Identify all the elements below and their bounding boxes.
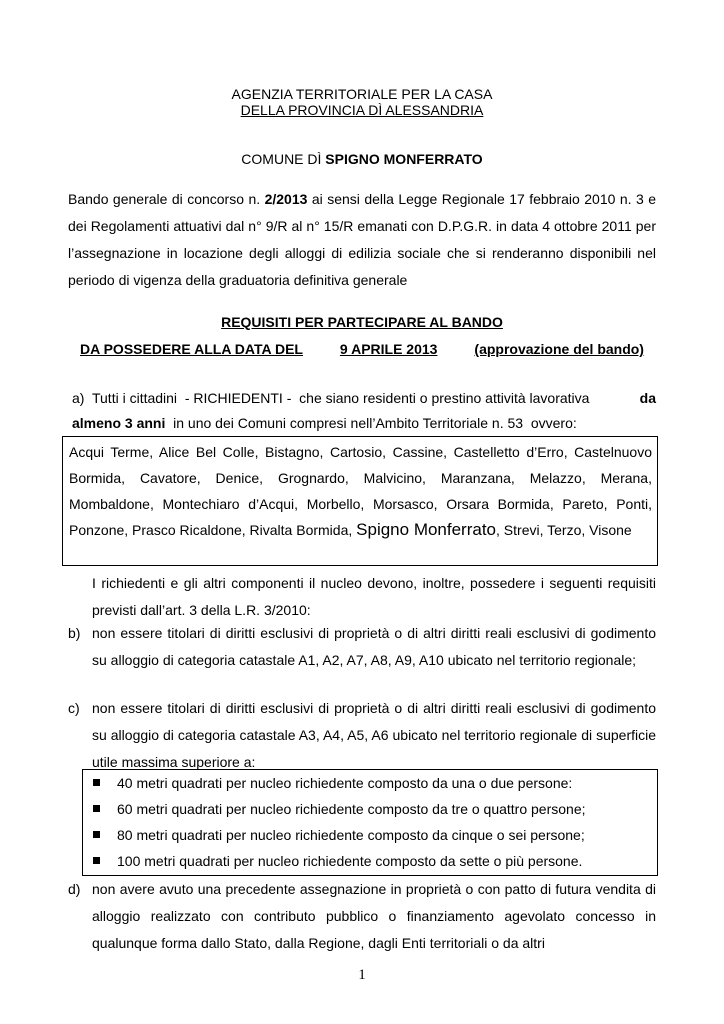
square-bullet-icon (93, 779, 100, 786)
agency-title: AGENZIA TERRITORIALE PER LA CASA (231, 86, 493, 102)
section-b-label: b) (68, 625, 81, 641)
section-a-text-1: Tutti i cittadini - RICHIEDENTI - che siano residenti o prestino attività lavorativa (84, 390, 598, 406)
section-a-text-2: in uno dei Comuni compresi nell’Ambito Territoriale n. 53 ovvero: (165, 415, 577, 431)
list-item (89, 796, 651, 822)
requisiti-subtitle (80, 341, 644, 357)
page-number: 1 (358, 967, 366, 983)
section-b-text: non essere titolari di diritti esclusivi di proprietà o di altri diritti reali esclusivi di godimento su alloggio di categoria catastale A1, A2, A7, A8, A9, A10 ubicato nel territorio regionale; (92, 625, 656, 668)
surface-list (89, 770, 651, 874)
bando-text-1: Bando generale di concorso n. (68, 191, 265, 207)
list-item (89, 848, 651, 874)
list-item (89, 770, 651, 796)
section-d-label: d) (68, 881, 81, 897)
requisiti-approval: (approvazione del bando) (474, 341, 644, 357)
requisiti-title: REQUISITI PER PARTECIPARE AL BANDO (221, 314, 503, 330)
section-c-text: non essere titolari di diritti esclusivi di proprietà o di altri diritti reali esclusivi di godimento su alloggio di categoria catastale A3, A4, A5, A6 ubicato nel territorio regionale di superficie utile massima superiore a: (92, 700, 656, 770)
surface-item-text: 80 metri quadrati per nucleo richiedente composto da cinque o sei persone; (117, 827, 585, 843)
section-a-bold-2: almeno 3 anni (72, 415, 166, 431)
section-b (68, 620, 656, 674)
comune-heading (0, 151, 724, 167)
square-bullet-icon (93, 831, 100, 838)
comuni-list-before: Acqui Terme, Alice Bel Colle, Bistagno, Cartosio, Cassine, Castelletto d’Erro, Castelnuovo Bormida, Cavatore, Denice, Grognardo, Malvicino, Maranzana, Melazzo, Merana, Mombaldone, Montechiaro d’Acqui, Morbello, Morsasco, Orsara Bormida, Pareto, Ponti, Ponzone, Prasco Ricaldone, Rivalta Bormida, (69, 444, 652, 538)
square-bullet-icon (93, 805, 100, 812)
surface-box (82, 769, 658, 876)
surface-item-text: 40 metri quadrati per nucleo richiedente composto da una o due persone: (117, 775, 573, 791)
section-d-text: non avere avuto una precedente assegnazione in proprietà o con patto di futura vendita di alloggio realizzato con contributo pubblico o finanziamento agevolato concesso in qualunque forma dallo Stato, dalla Regione, dagli Enti territoriali o da altri (92, 881, 656, 951)
bando-number: 2/2013 (264, 191, 308, 207)
section-a-label: a) (72, 390, 85, 406)
section-c (68, 695, 656, 776)
requisiti-subtitle-a: DA POSSEDERE ALLA DATA DEL (80, 341, 303, 357)
bando-text-2: ai sensi della Legge Regionale 17 febbraio 2010 n. 3 e dei Regolamenti attuativi dal n° 9/R al n° 15/R emanati con D.P.G.R. in data 4 ottobre 2011 per l’assegnazione in locazione degli alloggi di edilizia sociale che si renderanno disponibili nel periodo di vigenza della graduatoria definitiva generale (68, 191, 656, 288)
surface-item-text: 60 metri quadrati per nucleo richiedente composto da tre o quattro persone; (117, 801, 586, 817)
bando-intro (68, 186, 656, 294)
richiedenti-paragraph: I richiedenti e gli altri componenti il nucleo devono, inoltre, possedere i seguenti requisiti previsti dall’art. 3 della L.R. 3/2010: (92, 575, 656, 618)
comune-name: SPIGNO MONFERRATO (325, 151, 483, 167)
requisiti-date: 9 APRILE 2013 (339, 341, 438, 357)
comuni-list-after: , Strevi, Terzo, Visone (496, 522, 632, 538)
section-a-bold-1: da (639, 390, 656, 406)
square-bullet-icon (93, 857, 100, 864)
comuni-box (62, 436, 658, 566)
list-item (89, 822, 651, 848)
surface-item-text: 100 metri quadrati per nucleo richiedente composto da sette o più persone. (117, 853, 583, 869)
agency-province: DELLA PROVINCIA DÌ ALESSANDRIA (240, 102, 484, 118)
section-d (68, 876, 656, 957)
comuni-highlight: Spigno Monferrato (356, 520, 497, 539)
comune-prefix: COMUNE DÌ (241, 151, 326, 167)
section-a (72, 386, 656, 436)
section-c-label: c) (68, 700, 80, 716)
